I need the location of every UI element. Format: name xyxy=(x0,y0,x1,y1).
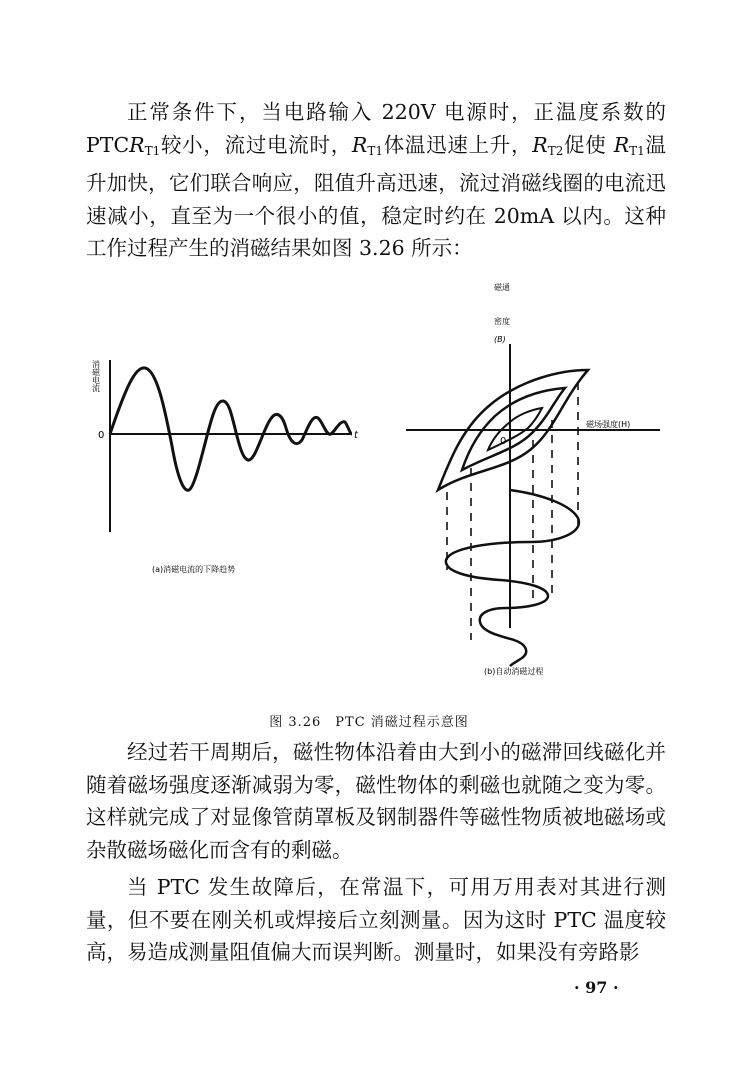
figure-a-y-label: 消磁电流 xyxy=(91,360,101,392)
paragraph-1: 正常条件下，当电路输入 220V 电源时，正温度系数的 $PTCR_{T1}$较小，流过电流时，$R_{T1}$体温迅速上升，$R_{T2}$促使 $R_{T1}$温升加快，它们联合响应，阻值升高迅速，流过消磁线圈的电流迅速减小，直至为一个很小的值，稳定时约在 20mA 以内。这种工作过程产生的消磁结果如图 3.26 所示： xyxy=(86,100,667,260)
figure-b-x-label: 磁场强度(H) xyxy=(586,420,631,429)
figure-b xyxy=(406,282,660,676)
figure-b-y-label-line2: 密度 xyxy=(494,317,510,326)
figure-3-26 xyxy=(0,270,738,710)
figure-a-t-label: t xyxy=(354,430,358,441)
figure-a xyxy=(91,359,360,574)
figure-b-zero: 0 xyxy=(500,436,507,447)
figure-b-caption: (b)自动消磁过程 xyxy=(484,667,544,676)
figure-a-current-wave xyxy=(110,368,352,490)
figure-b-decaying-field-wave xyxy=(446,490,579,666)
paragraph-3: 当 PTC 发生故障后，在常温下，可用万用表对其进行测量，但不要在刚关机或焊接后立刻测量。因为这时 PTC 温度较高，易造成测量阻值偏大而误判断。测量时，如果没有旁路影 xyxy=(86,875,666,964)
figure-b-y-label-line1: 磁通 xyxy=(494,283,510,292)
figure-caption: 图 3.26 PTC 消磁过程示意图 xyxy=(269,715,469,730)
figure-b-y-label-line3: (B) xyxy=(494,335,506,344)
page-number: · 97 · xyxy=(574,978,619,997)
figure-a-zero: 0 xyxy=(98,430,105,441)
paragraph-2: 经过若干周期后，磁性物体沿着由大到小的磁滞回线磁化并随着磁场强度逐渐减弱为零，磁性物体的剩磁也就随之变为零。这样就完成了对显像管荫罩板及钢制器件等磁性物质被地磁场或杂散磁场磁化而含有的剩磁。 xyxy=(86,740,666,862)
figure-a-caption: (a)消磁电流的下降趋势 xyxy=(152,565,236,574)
